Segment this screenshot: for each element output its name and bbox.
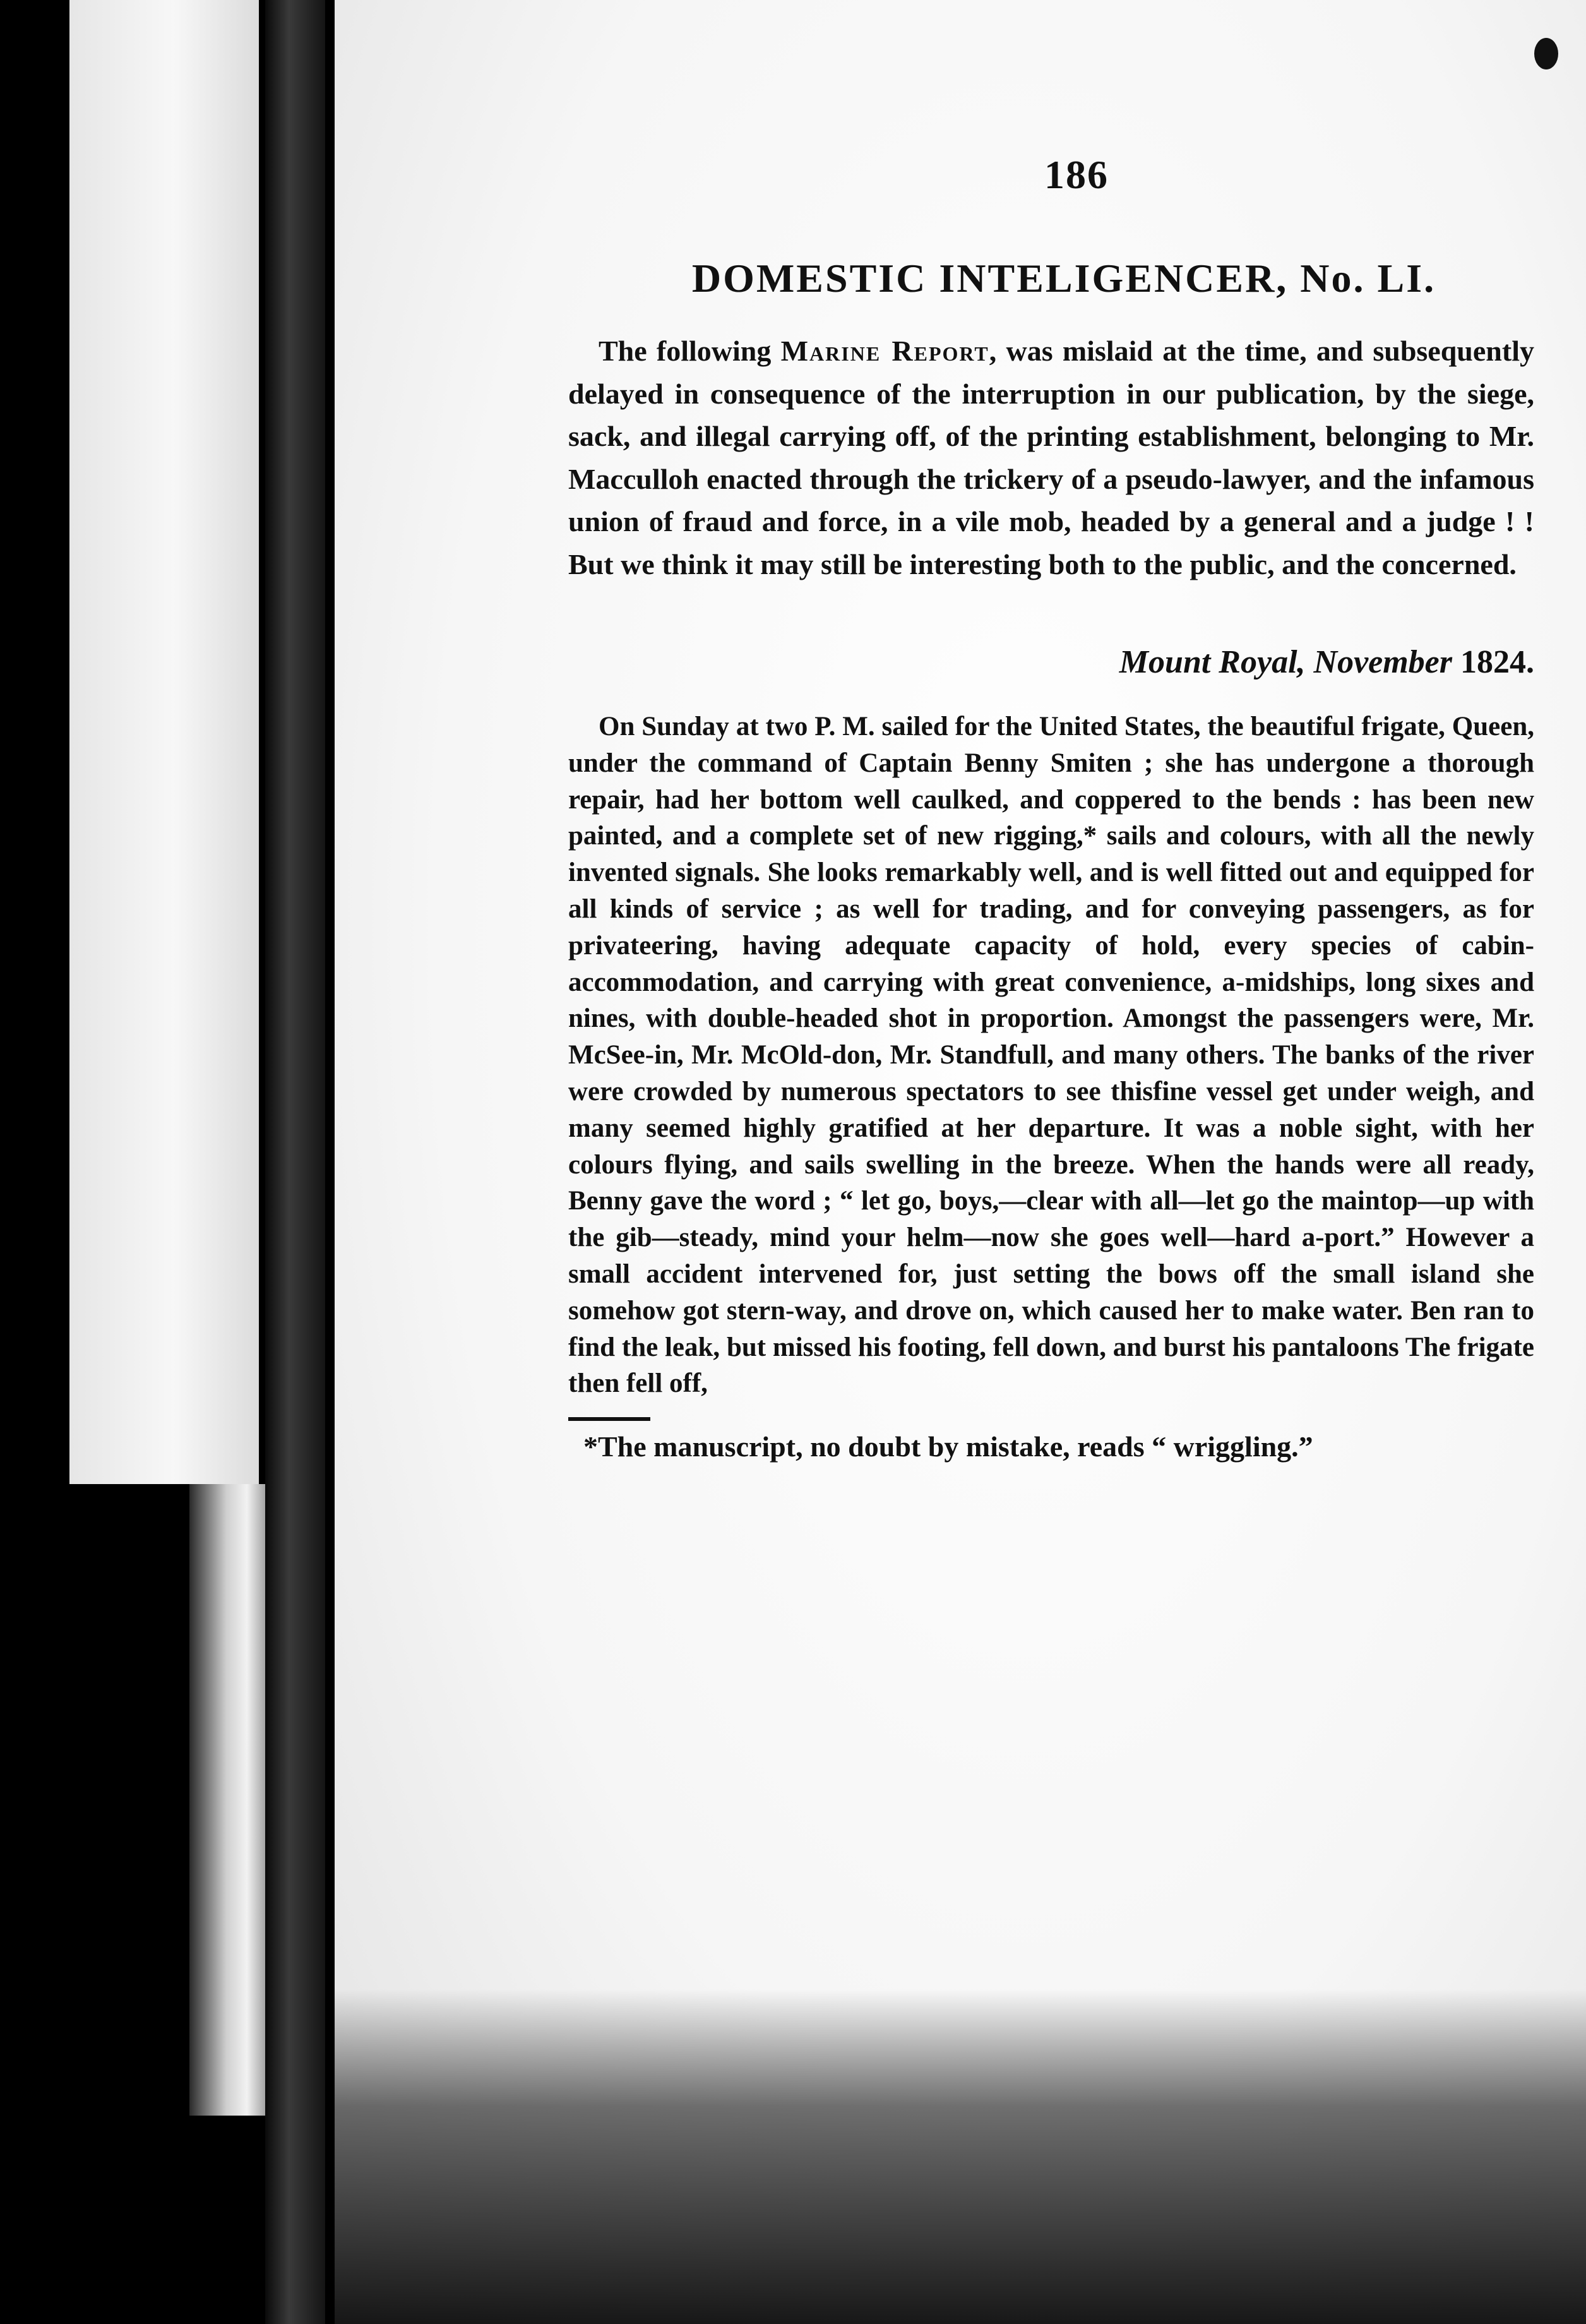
intro-lead: The following <box>599 335 781 367</box>
marine-report-term: Marine Report <box>780 335 989 367</box>
page-text-block <box>568 152 1534 1463</box>
adjacent-page-fold <box>189 1484 271 2116</box>
adjacent-page-edge <box>69 0 259 1484</box>
report-text: On Sunday at two P. M. sailed for the United States, the beautiful frigate, Queen, under the command of Captain Benny Smiten ; she has undergone a thorough repair, had her bottom well caulked, and coppered to the bends : has been new painted, and a complete set of new rigging,* sails and colours, with all the newly invented signals. She looks remarkably well, and is well fitted out and equipped for all kinds of service ; as well for trading, and for conveying passengers, as for privateering, having adequate capacity of hold, every species of cabin-accommodation, and carrying with great convenience, a-midships, long sixes and nines, with double-headed shot in proportion. Amongst the passengers were, Mr. McSee-in, Mr. McOld-don, Mr. Standfull, and many others. The banks of the river were crowded by numerous spectators to see thisfine vessel get under weigh, and many seemed highly gratified at her departure. It was a noble sight, with her colours flying, and sails swelling in the breeze. When the hands were all ready, Benny gave the word ; “ let go, boys,—clear with all—let go the maintop—up with the gib—steady, mind your helm—now she goes well—hard a-port.” However a small accident intervened for, just setting the bows off the small island she somehow got stern-way, and drove on, which caused her to make water. Ben ran to find the leak, but missed his footing, fell down, and burst his pantaloons The frigate then fell off, <box>568 712 1534 1399</box>
report-paragraph <box>568 709 1534 1402</box>
ink-blot <box>1534 38 1558 69</box>
footnote: *The manuscript, no doubt by mistake, reads “ wriggling.” <box>583 1430 1313 1463</box>
page-number: 186 <box>1044 152 1109 197</box>
intro-body: , was mislaid at the time, and subsequently delayed in consequence of the interruption in our publication, by the siege, sack, and illegal carrying off, of the printing establishment, belonging to Mr. Macculloh enacted through the trickery of a pseudo-lawyer, and the infamous union of fraud and force, in a vile mob, headed by a general and a judge ! ! But we think it may still be interesting both to the public, and the concerned. <box>568 335 1534 580</box>
page-shadow <box>335 1989 1586 2324</box>
book-spine-shadow <box>265 0 325 2324</box>
dateline-year: 1824. <box>1460 644 1534 680</box>
dateline-place: Mount Royal, November <box>1119 644 1452 680</box>
page-heading: DOMESTIC INTELIGENCER, No. LI. <box>691 256 1436 301</box>
dateline <box>568 644 1534 681</box>
intro-paragraph <box>568 330 1534 585</box>
footnote-rule <box>568 1417 650 1421</box>
